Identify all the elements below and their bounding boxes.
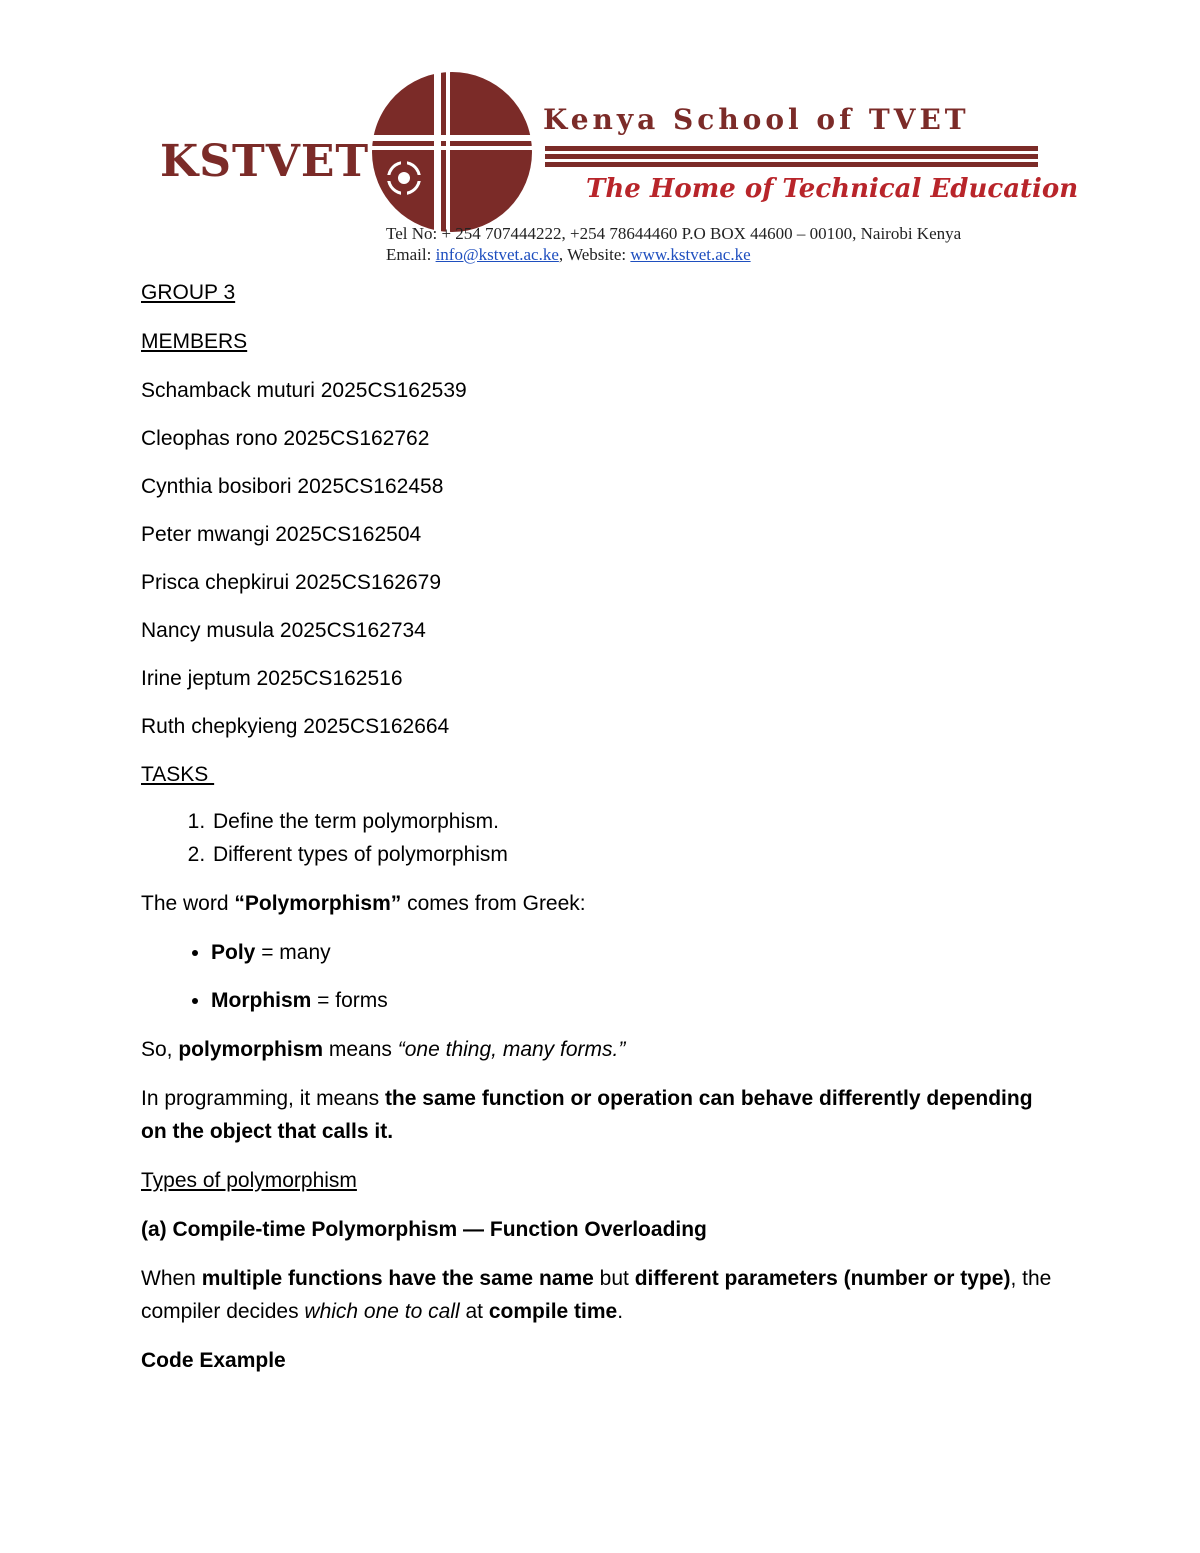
text-run: at xyxy=(459,1300,489,1323)
text-run: So, xyxy=(141,1038,179,1061)
website-label: , Website: xyxy=(558,245,631,264)
member-item: Cleophas rono 2025CS162762 xyxy=(141,427,430,450)
document-body xyxy=(141,276,1061,1393)
greek-origin-paragraph xyxy=(141,887,1061,920)
member-item: Peter mwangi 2025CS162504 xyxy=(141,523,422,546)
task-item: 2. Different types of polymorphism xyxy=(211,838,1061,871)
contact-phone-address: Tel No: + 254 707444222, +254 78644460 P.O BOX 44600 – 00100, Nairobi Kenya xyxy=(386,224,962,243)
group-title: GROUP 3 xyxy=(141,281,236,304)
text-run: . xyxy=(617,1300,624,1323)
member-item: Ruth chepkyieng 2025CS162664 xyxy=(141,715,450,738)
list-item xyxy=(211,984,1061,1017)
code-example-heading: Code Example xyxy=(141,1349,286,1372)
member-item: Prisca chepkirui 2025CS162679 xyxy=(141,571,442,594)
meaning-paragraph xyxy=(141,1033,1061,1066)
polymorphism-term: “Polymorphism” xyxy=(234,892,402,915)
member-item: Cynthia bosibori 2025CS162458 xyxy=(141,475,444,498)
text-run: the same function or operation can behave differently depending on the object that calls it. xyxy=(141,1087,1033,1143)
text-run: compile time xyxy=(488,1300,618,1323)
text-run: but xyxy=(593,1267,635,1290)
text-run: different parameters (number or type) xyxy=(634,1267,1011,1290)
email-link[interactable]: info@kstvet.ac.ke xyxy=(435,245,559,264)
member-item: Schamback muturi 2025CS162539 xyxy=(141,379,467,402)
website-link[interactable]: www.kstvet.ac.ke xyxy=(630,245,751,264)
text-run: comes from Greek: xyxy=(401,892,586,915)
root-meaning: = many xyxy=(255,941,331,964)
text-run: means xyxy=(323,1038,398,1061)
tasks-heading: TASKS xyxy=(141,763,215,786)
root-term: Morphism xyxy=(211,989,312,1012)
letterhead xyxy=(0,0,1200,280)
greek-roots-list xyxy=(141,936,1061,1017)
root-meaning: = forms xyxy=(311,989,388,1012)
list-item xyxy=(211,936,1061,969)
meaning-quote: “one thing, many forms.” xyxy=(397,1038,626,1061)
text-run: polymorphism xyxy=(178,1038,324,1061)
text-run: In programming, it means xyxy=(141,1087,385,1110)
text-run: multiple functions have the same name xyxy=(201,1267,594,1290)
programming-paragraph xyxy=(141,1082,1041,1148)
root-term: Poly xyxy=(211,941,256,964)
task-item: 1. Define the term polymorphism. xyxy=(211,805,1061,838)
logo-acronym: KSTVET xyxy=(160,136,370,187)
text-run: When xyxy=(141,1267,202,1290)
compile-time-subheading: (a) Compile-time Polymorphism — Function Overloading xyxy=(141,1218,707,1241)
text-run: , the compiler decides xyxy=(141,1267,1052,1323)
types-heading: Types of polymorphism xyxy=(141,1169,357,1192)
members-heading: MEMBERS xyxy=(141,330,248,353)
email-label: Email: xyxy=(386,245,436,264)
text-run: The word xyxy=(141,892,235,915)
school-name: Kenya School of TVET xyxy=(543,103,970,136)
contact-email-website xyxy=(386,246,751,263)
tasks-list xyxy=(141,805,1061,871)
text-run: which one to call xyxy=(304,1300,460,1323)
school-motto: The Home of Technical Education xyxy=(586,174,1079,204)
emblem-circle xyxy=(372,72,532,232)
overloading-paragraph xyxy=(141,1262,1061,1328)
member-item: Nancy musula 2025CS162734 xyxy=(141,619,426,642)
member-item: Irine jeptum 2025CS162516 xyxy=(141,667,403,690)
